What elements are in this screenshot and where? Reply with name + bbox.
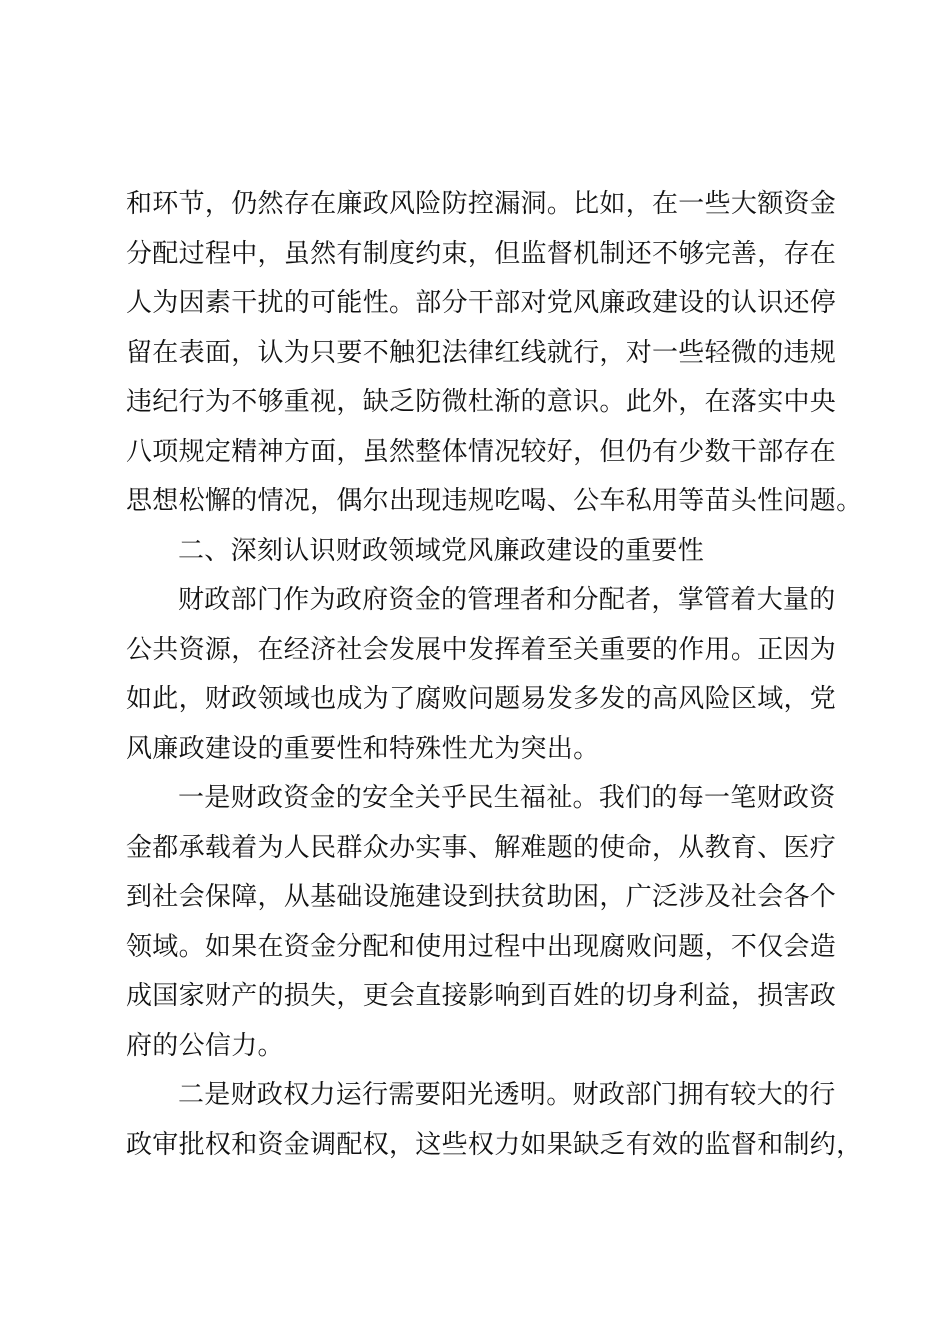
text-line: 和环节，仍然存在廉政风险防控漏洞。比如，在一些大额资金 [126,189,837,219]
text-line: 留在表面，认为只要不触犯法律红线就行，对一些轻微的违规 [126,337,837,368]
document-body [126,180,863,1170]
text-line: 违纪行为不够重视，缺乏防微杜渐的意识。此外，在落实中央 [126,387,837,417]
text-line: 一是财政资金的安全关乎民生福祉。我们的每一笔财政资 [178,783,836,813]
text-line: 八项规定精神方面，虽然整体情况较好，但仍有少数干部存在 [126,436,837,467]
text-line: 如此，财政领域也成为了腐败问题易发多发的高风险区域，党 [126,684,837,714]
text-line: 风廉政建设的重要性和特殊性尤为突出。 [126,733,600,764]
text-line: 府的公信力。 [126,1030,284,1061]
text-line: 到社会保障，从基础设施建设到扶贫助困，广泛涉及社会各个 [126,882,837,912]
text-line: 金都承载着为人民群众办实事、解难题的使命，从教育、医疗 [126,832,837,863]
text-line: 成国家财产的损失，更会直接影响到百姓的切身利益，损害政 [126,981,837,1011]
text-line: 二是财政权力运行需要阳光透明。财政部门拥有较大的行 [178,1080,836,1110]
text-line: 公共资源，在经济社会发展中发挥着至关重要的作用。正因为 [126,634,837,665]
text-line: 财政部门作为政府资金的管理者和分配者，掌管着大量的 [178,585,836,615]
section-heading: 二、深刻认识财政领域党风廉政建设的重要性 [178,535,705,566]
text-line: 领域。如果在资金分配和使用过程中出现腐败问题，不仅会造 [126,931,837,962]
text-line: 分配过程中，虽然有制度约束，但监督机制还不够完善，存在 [126,238,837,269]
text-line: 政审批权和资金调配权，这些权力如果缺乏有效的监督和制约， [126,1129,863,1160]
text-line: 思想松懈的情况，偶尔出现违规吃喝、公车私用等苗头性问题。 [126,486,863,516]
text-line: 人为因素干扰的可能性。部分干部对党风廉政建设的认识还停 [126,288,837,318]
